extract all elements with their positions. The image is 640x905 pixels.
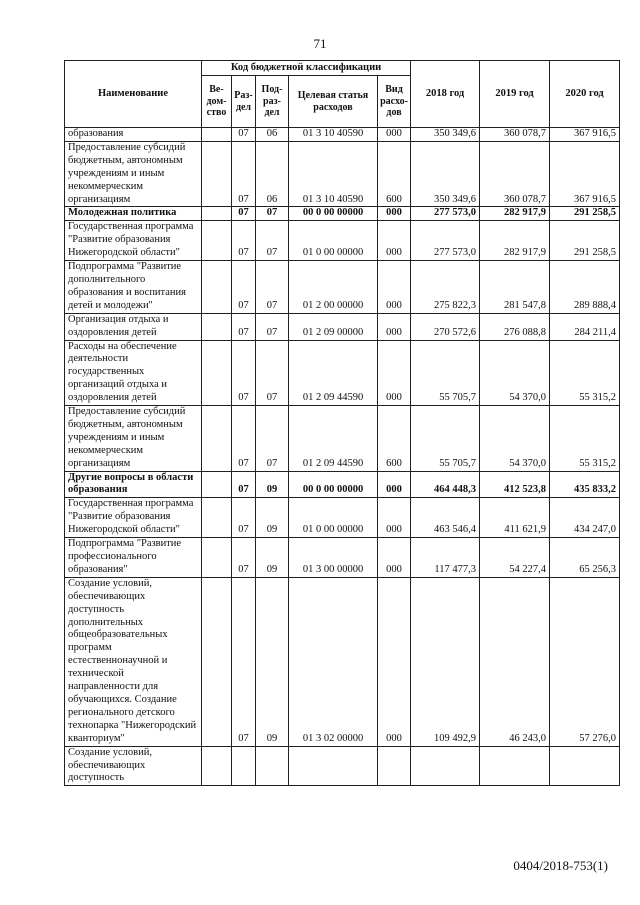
row-2020: 434 247,0	[550, 498, 620, 538]
row-razdel: 07	[232, 221, 256, 261]
row-2018: 109 492,9	[411, 577, 480, 746]
page-number: 71	[313, 36, 327, 51]
row-vedomstvo	[202, 406, 232, 472]
row-2018: 350 349,6	[411, 128, 480, 142]
row-podrazdel	[256, 746, 289, 786]
header-code-group: Код бюджетной классификации	[202, 61, 411, 76]
row-2018: 270 572,6	[411, 313, 480, 340]
row-2020: 55 315,2	[550, 340, 620, 406]
header-podrazdel: Под-раз-дел	[256, 76, 289, 128]
row-name: Государственная программа "Развитие образования Нижегородской области"	[65, 221, 202, 261]
row-vedomstvo	[202, 746, 232, 786]
row-2018: 350 349,6	[411, 141, 480, 207]
row-target: 01 0 00 00000	[289, 221, 378, 261]
row-2020: 55 315,2	[550, 406, 620, 472]
table-body	[65, 128, 620, 786]
row-vid: 600	[378, 406, 411, 472]
row-2019: 412 523,8	[480, 471, 550, 498]
row-name: Молодежная политика	[65, 207, 202, 221]
row-podrazdel: 09	[256, 577, 289, 746]
row-2018: 117 477,3	[411, 538, 480, 578]
row-2020: 291 258,5	[550, 221, 620, 261]
row-2018	[411, 746, 480, 786]
row-podrazdel: 09	[256, 538, 289, 578]
row-podrazdel: 07	[256, 261, 289, 314]
row-name: Предоставление субсидий бюджетным, автономным учреждениям и иным некоммерческим организациям	[65, 141, 202, 207]
row-vid: 000	[378, 498, 411, 538]
table-row	[65, 207, 620, 221]
row-podrazdel: 07	[256, 313, 289, 340]
row-2020: 367 916,5	[550, 141, 620, 207]
row-vedomstvo	[202, 340, 232, 406]
row-target: 00 0 00 00000	[289, 207, 378, 221]
row-2020: 284 211,4	[550, 313, 620, 340]
row-2019: 282 917,9	[480, 221, 550, 261]
row-vid: 000	[378, 313, 411, 340]
row-podrazdel: 07	[256, 340, 289, 406]
row-target: 01 2 09 44590	[289, 340, 378, 406]
table-row	[65, 141, 620, 207]
row-vedomstvo	[202, 577, 232, 746]
row-2019: 46 243,0	[480, 577, 550, 746]
row-2019: 54 370,0	[480, 340, 550, 406]
row-vedomstvo	[202, 207, 232, 221]
row-2019: 276 088,8	[480, 313, 550, 340]
row-2019: 54 227,4	[480, 538, 550, 578]
row-name: Расходы на обеспечение деятельности государственных организаций отдыха и оздоровления детей	[65, 340, 202, 406]
row-podrazdel: 06	[256, 141, 289, 207]
row-vedomstvo	[202, 538, 232, 578]
row-target: 01 2 09 00000	[289, 313, 378, 340]
row-vid: 000	[378, 538, 411, 578]
row-vedomstvo	[202, 313, 232, 340]
row-name: Предоставление субсидий бюджетным, автономным учреждениям и иным некоммерческим организациям	[65, 406, 202, 472]
row-podrazdel: 06	[256, 128, 289, 142]
header-target: Целевая статья расходов	[289, 76, 378, 128]
row-2019: 360 078,7	[480, 141, 550, 207]
table-row	[65, 340, 620, 406]
table-row	[65, 313, 620, 340]
row-razdel: 07	[232, 406, 256, 472]
table-row	[65, 538, 620, 578]
row-vedomstvo	[202, 141, 232, 207]
row-vid: 000	[378, 128, 411, 142]
row-vedomstvo	[202, 221, 232, 261]
row-razdel: 07	[232, 313, 256, 340]
row-2018: 464 448,3	[411, 471, 480, 498]
row-vid: 000	[378, 471, 411, 498]
row-vid: 000	[378, 207, 411, 221]
row-vedomstvo	[202, 128, 232, 142]
row-target: 01 0 00 00000	[289, 498, 378, 538]
row-podrazdel: 07	[256, 207, 289, 221]
row-2019	[480, 746, 550, 786]
row-target: 01 3 02 00000	[289, 577, 378, 746]
row-name: Подпрограмма "Развитие дополнительного образования и воспитания детей и молодежи"	[65, 261, 202, 314]
row-razdel: 07	[232, 498, 256, 538]
row-vid: 000	[378, 577, 411, 746]
row-2019: 281 547,8	[480, 261, 550, 314]
row-2020: 57 276,0	[550, 577, 620, 746]
row-vid: 600	[378, 141, 411, 207]
row-2020: 289 888,4	[550, 261, 620, 314]
table-row	[65, 498, 620, 538]
row-vid: 000	[378, 340, 411, 406]
header-vedomstvo: Ве-дом-ство	[202, 76, 232, 128]
row-2020: 435 833,2	[550, 471, 620, 498]
row-name: образования	[65, 128, 202, 142]
row-razdel: 07	[232, 340, 256, 406]
row-2018: 277 573,0	[411, 221, 480, 261]
row-2020: 367 916,5	[550, 128, 620, 142]
table-row	[65, 261, 620, 314]
row-2018: 463 546,4	[411, 498, 480, 538]
row-name: Организация отдыха и оздоровления детей	[65, 313, 202, 340]
budget-table	[64, 60, 620, 786]
header-name: Наименование	[65, 61, 202, 128]
table-row	[65, 577, 620, 746]
row-2019: 360 078,7	[480, 128, 550, 142]
row-2018: 277 573,0	[411, 207, 480, 221]
row-podrazdel: 07	[256, 221, 289, 261]
row-name: Другие вопросы в области образования	[65, 471, 202, 498]
row-2020	[550, 746, 620, 786]
row-podrazdel: 09	[256, 498, 289, 538]
row-name: Создание условий, обеспечивающих доступность дополнительных общеобразовательных программ естественнонаучной и технической направленности для обучающихся. Создание регионального детского технопарка "Нижегородский кванториум"	[65, 577, 202, 746]
row-vid: 000	[378, 221, 411, 261]
row-vid: 000	[378, 261, 411, 314]
header-razdel: Раз-дел	[232, 76, 256, 128]
row-target: 01 2 00 00000	[289, 261, 378, 314]
row-podrazdel: 09	[256, 471, 289, 498]
row-2019: 54 370,0	[480, 406, 550, 472]
row-vid	[378, 746, 411, 786]
row-podrazdel: 07	[256, 406, 289, 472]
row-2020: 291 258,5	[550, 207, 620, 221]
row-razdel: 07	[232, 471, 256, 498]
header-row-group	[65, 61, 620, 76]
row-name: Государственная программа "Развитие образования Нижегородской области"	[65, 498, 202, 538]
row-2019: 282 917,9	[480, 207, 550, 221]
row-name: Подпрограмма "Развитие профессионального образования"	[65, 538, 202, 578]
row-2019: 411 621,9	[480, 498, 550, 538]
table-row	[65, 406, 620, 472]
table-row	[65, 471, 620, 498]
row-target: 01 2 09 44590	[289, 406, 378, 472]
table-row	[65, 128, 620, 142]
row-razdel	[232, 746, 256, 786]
table-row	[65, 746, 620, 786]
row-target	[289, 746, 378, 786]
row-razdel: 07	[232, 261, 256, 314]
row-razdel: 07	[232, 207, 256, 221]
header-2018: 2018 год	[411, 61, 480, 128]
row-name: Создание условий, обеспечивающих доступность	[65, 746, 202, 786]
row-target: 01 3 00 00000	[289, 538, 378, 578]
header-2020: 2020 год	[550, 61, 620, 128]
table-row	[65, 221, 620, 261]
row-razdel: 07	[232, 141, 256, 207]
row-target: 01 3 10 40590	[289, 128, 378, 142]
row-vedomstvo	[202, 261, 232, 314]
row-vedomstvo	[202, 471, 232, 498]
row-2018: 55 705,7	[411, 340, 480, 406]
header-vid: Вид расхо-дов	[378, 76, 411, 128]
row-2018: 275 822,3	[411, 261, 480, 314]
row-razdel: 07	[232, 577, 256, 746]
row-razdel: 07	[232, 128, 256, 142]
row-vedomstvo	[202, 498, 232, 538]
row-2018: 55 705,7	[411, 406, 480, 472]
row-target: 01 3 10 40590	[289, 141, 378, 207]
footer-code: 0404/2018-753(1)	[513, 858, 608, 873]
row-target: 00 0 00 00000	[289, 471, 378, 498]
header-2019: 2019 год	[480, 61, 550, 128]
row-2020: 65 256,3	[550, 538, 620, 578]
row-razdel: 07	[232, 538, 256, 578]
